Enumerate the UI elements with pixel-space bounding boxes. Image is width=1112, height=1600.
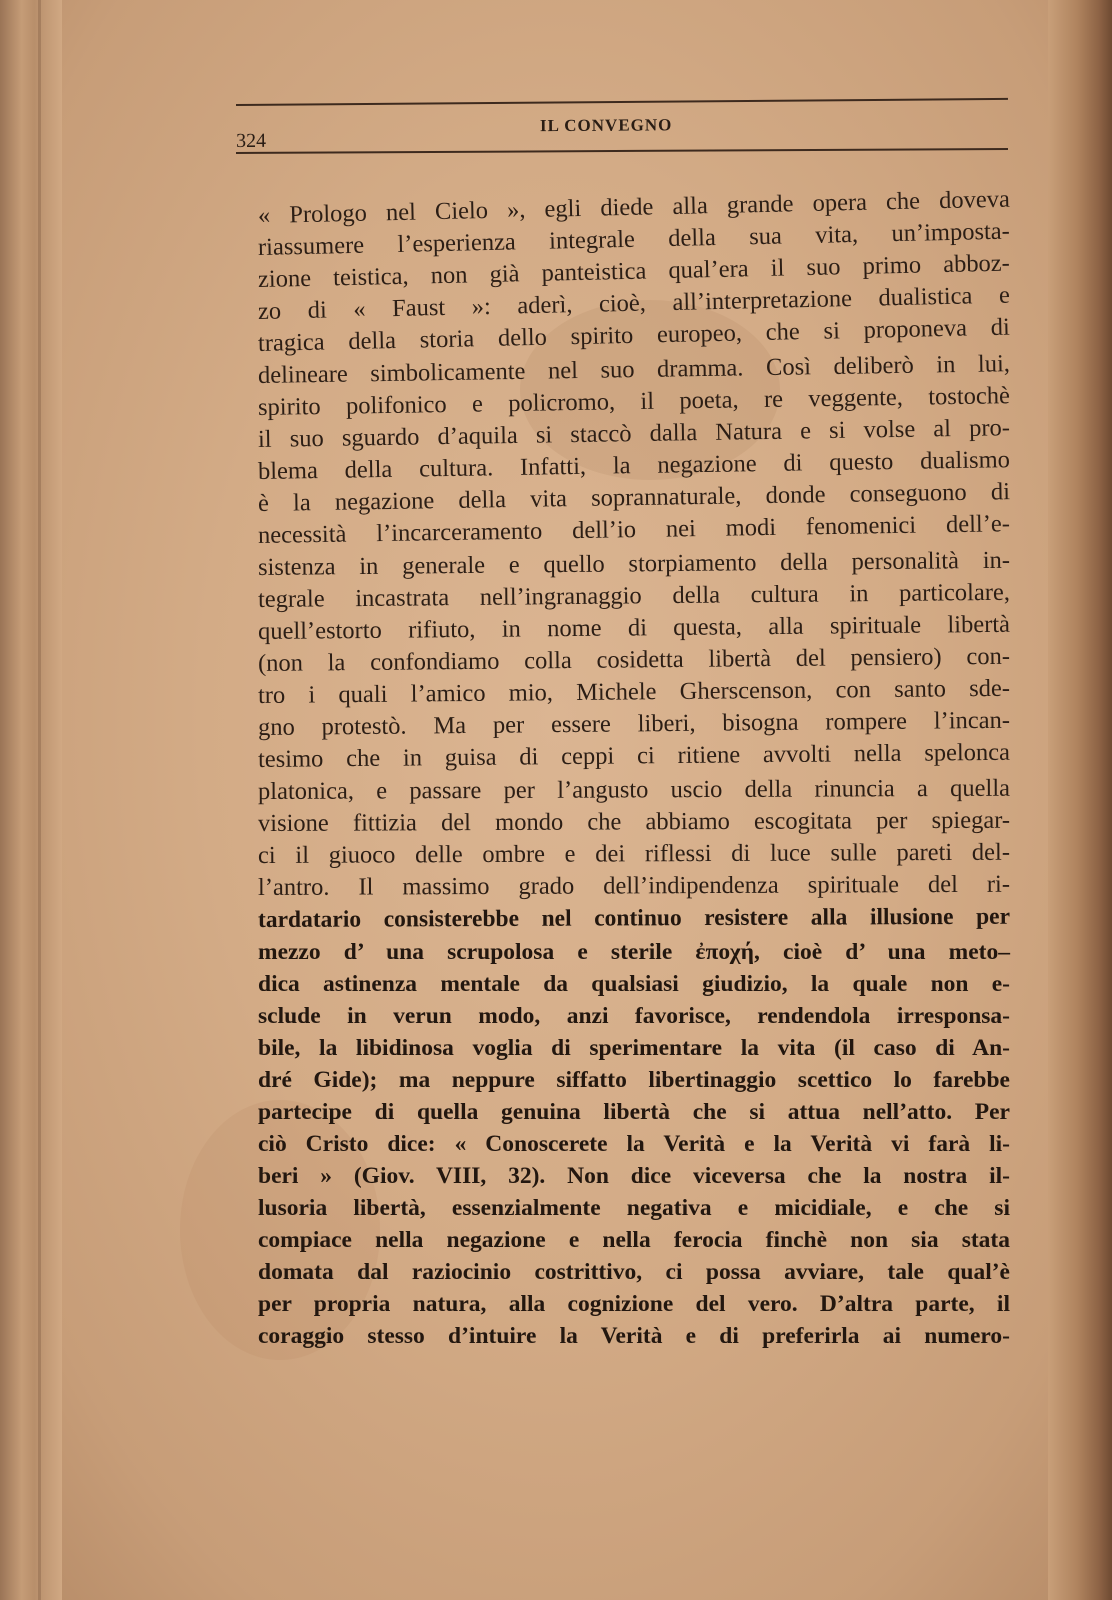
- text-line: è la negazione della vita soprannaturale, donde conseguono di: [257, 478, 1011, 517]
- text-line: « Prologo nel Cielo », egli diede alla grande opera che doveva: [257, 185, 1011, 229]
- text-line: tro i quali l’amico mio, Michele Gherscenson, con santo sde-: [257, 674, 1011, 709]
- text-line: tragica della storia dello spirito europeo, che si proponeva di: [257, 313, 1011, 357]
- text-line: ciò Cristo dice: « Conoscerete la Verità e la Verità vi farà li-: [258, 1131, 1010, 1157]
- text-line: blema della cultura. Infatti, la negazione di questo dualismo: [257, 446, 1011, 485]
- text-line: zione teistica, non già panteistica qual’era il suo primo abboz-: [257, 249, 1011, 293]
- text-line: delineare simbolicamente nel suo dramma. Così deliberò in lui,: [257, 350, 1011, 389]
- darker-print-region: [258, 904, 1018, 1352]
- text-line: l’antro. Il massimo grado dell’indipendenza spirituale del ri-: [257, 870, 1011, 901]
- page-number: 324: [235, 129, 267, 152]
- text-line: riassumere l’esperienza integrale della sua vita, un’imposta-: [257, 217, 1011, 261]
- text-line: platonica, e passare per l’angusto uscio della rinuncia a quella: [257, 774, 1011, 805]
- text-line: sistenza in generale e quello storpiamento della personalità in-: [257, 546, 1011, 581]
- running-title: IL CONVEGNO: [539, 115, 673, 136]
- text-line: gno protestò. Ma per essere liberi, bisogna rompere l’incan-: [257, 706, 1011, 741]
- text-line: tardatario consisterebbe nel continuo resistere alla illusione per: [257, 903, 1011, 933]
- text-line: dré Gide); ma neppure siffatto libertinaggio scettico lo farebbe: [258, 1067, 1010, 1093]
- text-line: compiace nella negazione e nella ferocia finchè non sia stata: [258, 1227, 1010, 1253]
- text-line: mezzo d’ una scrupolosa e sterile ἐποχή, cioè d’ una meto–: [258, 939, 1010, 965]
- text-line: coraggio stesso d’intuire la Verità e di preferirla ai numero-: [258, 1323, 1010, 1349]
- page-edge-shadow: [1048, 0, 1112, 1600]
- text-line: beri » (Giov. VIII, 32). Non dice viceversa che la nostra il-: [258, 1163, 1010, 1189]
- text-line: per propria natura, alla cognizione del vero. D’altra parte, il: [258, 1291, 1010, 1317]
- header-rule: [236, 148, 1008, 154]
- text-line: sclude in verun modo, anzi favorisce, rendendola irresponsa-: [258, 1003, 1010, 1029]
- text-line: domata dal raziocinio costrittivo, ci possa avviare, tale qual’è: [258, 1259, 1010, 1285]
- text-line: tegrale incastrata nell’ingranaggio della cultura in particolare,: [257, 578, 1011, 613]
- text-line: partecipe di quella genuina libertà che si attua nell’atto. Per: [258, 1099, 1010, 1125]
- text-line: (non la confondiamo colla cosidetta libertà del pensiero) con-: [257, 642, 1011, 677]
- text-line: bile, la libidinosa voglia di sperimentare la vita (il caso di An-: [258, 1035, 1010, 1061]
- text-line: lusoria libertà, essenzialmente negativa e micidiale, e che si: [258, 1195, 1010, 1221]
- text-line: spirito polifonico e policromo, il poeta, re veggente, tostochè: [257, 382, 1011, 421]
- text-line: il suo sguardo d’aquila si staccò dalla Natura e si volse al pro-: [257, 414, 1011, 453]
- header-rule: [236, 98, 1008, 106]
- text-line: necessità l’incarceramento dell’io nei modi fenomenici dell’e-: [257, 510, 1011, 549]
- text-line: dica astinenza mentale da qualsiasi giudizio, la quale non e-: [258, 971, 1010, 997]
- binding-edge: [0, 0, 62, 1600]
- text-line: zo di « Faust »: aderì, cioè, all’interpretazione dualistica e: [257, 281, 1011, 325]
- running-header: [235, 113, 1008, 152]
- text-line: tesimo che in guisa di ceppi ci ritiene avvolti nella spelonca: [257, 738, 1011, 773]
- body-text: [257, 185, 1018, 1352]
- text-line: visione fittizia del mondo che abbiamo escogitata per spiegar-: [257, 806, 1011, 837]
- text-line: ci il giuoco delle ombre e dei riflessi di luce sulle pareti del-: [257, 838, 1011, 869]
- text-line: quell’estorto rifiuto, in nome di questa, alla spirituale libertà: [257, 610, 1011, 645]
